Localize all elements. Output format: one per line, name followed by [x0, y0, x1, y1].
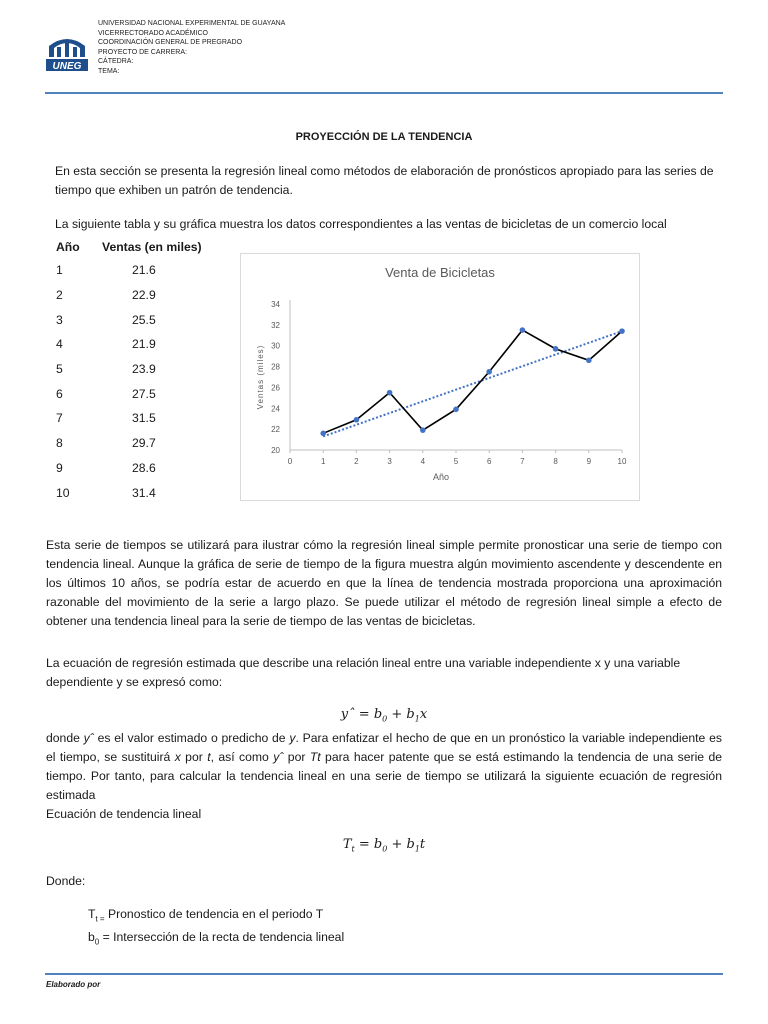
cell-year: 6: [56, 386, 63, 401]
def-sub: t =: [95, 914, 105, 924]
sales-table: [56, 236, 202, 505]
x-tick-label: 1: [320, 457, 326, 466]
series-paragraph: Esta serie de tiempos se utilizará para ilustrar cómo la regresión lineal simple permite pronosticar una serie de tiempo con tendencia lineal. Aunque la gráfica de serie de tiempo de la figura muestra algún movimiento ascendente y descendente en los últimos 10 años, se podría estar de acuerdo en que la línea de tendencia mostrada proporciona una aproximación razonable del movimiento de la serie a largo plazo. Se puede utilizar el método de regresión lineal simple a efecto de obtener una tendencia lineal para la serie de tiempo de las ventas de bicicletas.: [46, 538, 722, 628]
institution-lines: [98, 19, 285, 77]
text-run: t: [207, 750, 211, 764]
page-title: PROYECCIÓN DE LA TENDENCIA: [295, 131, 473, 143]
definition-item: [88, 928, 344, 951]
eq2-b0: b: [373, 837, 383, 852]
data-point: [553, 346, 559, 352]
y-tick-label: 22: [271, 425, 280, 435]
data-point: [420, 427, 426, 433]
x-tick-label: 5: [453, 457, 459, 466]
def-text: Pronostico de tendencia en el periodo T: [104, 907, 324, 921]
trend-label: Ecuación de tendencia lineal: [46, 807, 202, 821]
regression-equation: [0, 707, 768, 724]
eq-b1-sub: 1: [414, 714, 420, 724]
eq2-b0-sub: 0: [382, 844, 388, 854]
table-row: [56, 357, 202, 382]
data-point: [320, 431, 326, 437]
y-tick-label: 20: [271, 446, 280, 455]
x-tick-label: 8: [553, 457, 558, 466]
x-axis-label: Año: [432, 472, 450, 482]
cell-year: 9: [56, 460, 63, 475]
cell-sales: 23.9: [132, 362, 156, 377]
table-intro-paragraph: La siguiente tabla y su gráfica muestra los datos correspondientes a las ventas de bicicletas de un comercio local: [55, 217, 667, 231]
eq2-var: t: [419, 837, 426, 852]
cell-year: 5: [56, 362, 63, 377]
header-line: TEMA:: [98, 67, 120, 75]
cell-sales: 22.9: [132, 288, 156, 303]
equation-intro-paragraph: La ecuación de regresión estimada que describe una relación lineal entre una variable independiente x y una variable dependiente y se expresó como:: [46, 656, 681, 689]
x-tick-label: 0: [287, 457, 293, 466]
data-point: [520, 327, 526, 333]
uneg-logo: [45, 30, 89, 72]
y-tick-label: 32: [271, 320, 280, 330]
data-point: [453, 407, 459, 413]
footer-text: Elaborado por: [46, 980, 101, 989]
y-tick-label: 24: [271, 404, 280, 414]
definition-item: [88, 905, 344, 928]
eq-b0-sub: 0: [382, 714, 388, 724]
eq-var: x: [419, 707, 428, 722]
trend-equation: [0, 837, 768, 854]
text-run: x: [174, 750, 181, 764]
document-header: [45, 16, 723, 94]
text-run: por: [180, 750, 208, 764]
table-header-row: [56, 236, 202, 258]
donde-paragraph: [46, 729, 722, 805]
footer-rule: [45, 973, 723, 975]
y-axis-label: Ventas (miles): [256, 344, 265, 410]
text-run: Tt: [309, 750, 321, 764]
eq2-plus: +: [387, 837, 407, 852]
text-run: es el valor estimado o predicho de: [93, 731, 290, 745]
text-run: por: [283, 750, 310, 764]
text-run: y: [289, 731, 296, 745]
def-symbol: b: [88, 930, 95, 945]
series-line: [323, 330, 622, 433]
trend-line: [323, 331, 622, 436]
data-point: [486, 369, 492, 375]
y-tick-label: 30: [271, 341, 280, 351]
header-line: UNIVERSIDAD NACIONAL EXPERIMENTAL DE GUAYANA: [98, 20, 286, 27]
donde-label: Donde:: [46, 874, 86, 888]
eq-b1: b: [406, 707, 415, 722]
x-tick-label: 3: [387, 457, 392, 466]
table-row: [56, 456, 202, 481]
x-tick-label: 6: [486, 457, 492, 466]
eq2-b1: b: [406, 837, 415, 852]
cell-sales: 27.5: [132, 386, 156, 401]
def-text: = Intersección de la recta de tendencia lineal: [99, 930, 345, 945]
cell-sales: 21.6: [132, 263, 156, 278]
header-rule: [45, 92, 723, 94]
cell-year: 2: [56, 288, 63, 303]
chart-svg: [241, 254, 639, 500]
header-line: CÁTEDRA:: [98, 58, 134, 66]
eq-lhs: yˆ: [340, 707, 355, 722]
cell-year: 3: [56, 312, 63, 327]
header-year: Año: [56, 240, 80, 254]
x-tick-label: 2: [354, 457, 359, 466]
x-tick-label: 9: [586, 457, 592, 466]
data-point: [619, 328, 625, 334]
header-sales: Ventas (en miles): [102, 240, 202, 254]
sales-chart: [240, 253, 640, 501]
eq2-lhs-sub: t: [351, 844, 355, 854]
x-tick-label: 4: [420, 457, 426, 466]
x-tick-label: 10: [617, 457, 627, 466]
header-line: VICERRECTORADO ACADÉMICO: [98, 29, 208, 37]
x-tick-label: 7: [520, 457, 525, 466]
text-run: para hacer patente que se está estimando la tendencia de una serie de tiempo. Por tanto, para calcular la tendencia lineal en una serie de tiempo se utilizará la siguiente ecuación de regresión estimada: [46, 750, 723, 802]
cell-sales: 25.5: [132, 312, 156, 327]
eq-sign: =: [354, 707, 374, 722]
cell-year: 10: [56, 485, 70, 500]
cell-year: 7: [56, 411, 63, 426]
cell-sales: 31.5: [132, 411, 156, 426]
eq2-sign: =: [354, 837, 374, 852]
text-run: . Para enfatizar el hecho de que en un pronóstico la variable independiente es el tiempo, se sustituirá: [46, 731, 722, 764]
data-point: [586, 358, 592, 364]
cell-sales: 31.4: [132, 485, 156, 500]
table-row: [56, 381, 202, 406]
logo-text: UNEG: [52, 61, 82, 72]
eq2-b1-sub: 1: [414, 844, 420, 854]
data-point: [387, 390, 393, 396]
cell-year: 4: [56, 337, 63, 352]
table-row: [56, 283, 202, 308]
intro-paragraph: En esta sección se presenta la regresión lineal como métodos de elaboración de pronósticos apropiado para las series de tiempo que exhiben un patrón de tendencia.: [55, 164, 714, 197]
def-sub: 0: [94, 937, 100, 947]
text-run: donde: [46, 731, 84, 745]
table-row: [56, 332, 202, 357]
chart-title: Venta de Bicicletas: [385, 265, 495, 280]
text-run: yˆ: [273, 750, 284, 764]
def-symbol: T: [88, 907, 96, 921]
cell-sales: 28.6: [132, 460, 156, 475]
y-tick-label: 26: [271, 383, 280, 393]
table-row: [56, 480, 202, 505]
cell-sales: 21.9: [132, 337, 156, 352]
cell-year: 8: [56, 436, 63, 451]
header-line: COORDINACIÓN GENERAL DE PREGRADO: [98, 39, 243, 47]
eq-b0: b: [373, 707, 383, 722]
cell-year: 1: [56, 263, 63, 278]
table-row: [56, 258, 202, 283]
eq2-lhs: T: [342, 837, 352, 852]
table-row: [56, 431, 202, 456]
text-run: yˆ: [83, 731, 94, 745]
cell-sales: 29.7: [132, 436, 156, 451]
definitions-list: [88, 905, 344, 952]
table-row: [56, 307, 202, 332]
table-row: [56, 406, 202, 431]
text-run: , así como: [210, 750, 274, 764]
eq-plus: +: [387, 707, 407, 722]
data-point: [354, 417, 360, 423]
y-tick-label: 34: [271, 300, 280, 309]
y-tick-label: 28: [271, 362, 280, 372]
header-line: PROYECTO DE CARRERA:: [98, 48, 187, 56]
